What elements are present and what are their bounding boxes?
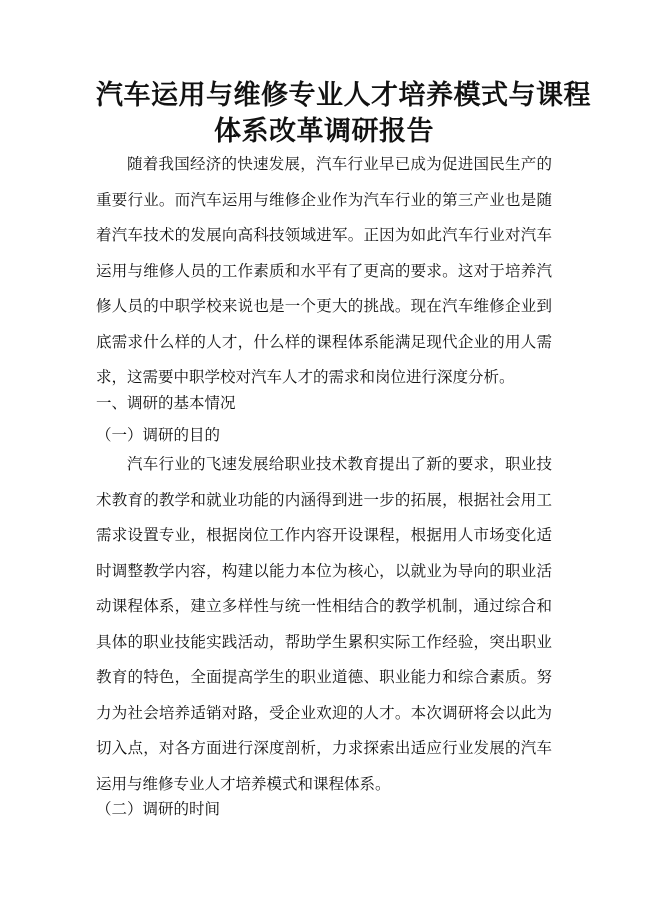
intro-paragraph: 随着我国经济的快速发展，汽车行业早已成为促进国民生产的重要行业。而汽车运用与维修企业作为汽车行业的第三产业也是随着汽车技术的发展向高科技领域进军。正因为如此汽车行业对汽车运用与维修人员的工作素质和水平有了更高的要求。这对于培养汽修人员的中职学校来说也是一个更大的挑战。现在汽车维修企业到底需求什么样的人才，什么样的课程体系能满足现代企业的用人需求，这需要中职学校对汽车人才的需求和岗位进行深度分析。 (96, 155, 552, 386)
subsection-heading-purpose: （一）调研的目的 (96, 426, 221, 444)
document-title-line-1: 汽车运用与维修专业人才培养模式与课程 (96, 80, 591, 111)
document-title-line-2: 体系改革调研报告 (214, 116, 434, 147)
subsection-heading-time: （二）调研的时间 (96, 800, 221, 818)
purpose-paragraph: 汽车行业的飞速发展给职业技术教育提出了新的要求，职业技术教育的教学和就业功能的内涵得到进一步的拓展，根据社会用工需求设置专业，根据岗位工作内容开设课程，根据用人市场变化适时调整教学内容，构建以能力本位为核心，以就业为导向的职业活动课程体系，建立多样性与统一性相结合的教学机制，通过综合和具体的职业技能实践活动，帮助学生累积实际工作经验，突出职业教育的特色，全面提高学生的职业道德、职业能力和综合素质。努力为社会培养适销对路，受企业欢迎的人才。本次调研将会以此为切入点，对各方面进行深度剖析，力求探索出适应行业发展的汽车运用与维修专业人才培养模式和课程体系。 (96, 455, 552, 793)
section-heading-basic-situation: 一、调研的基本情况 (96, 394, 236, 412)
